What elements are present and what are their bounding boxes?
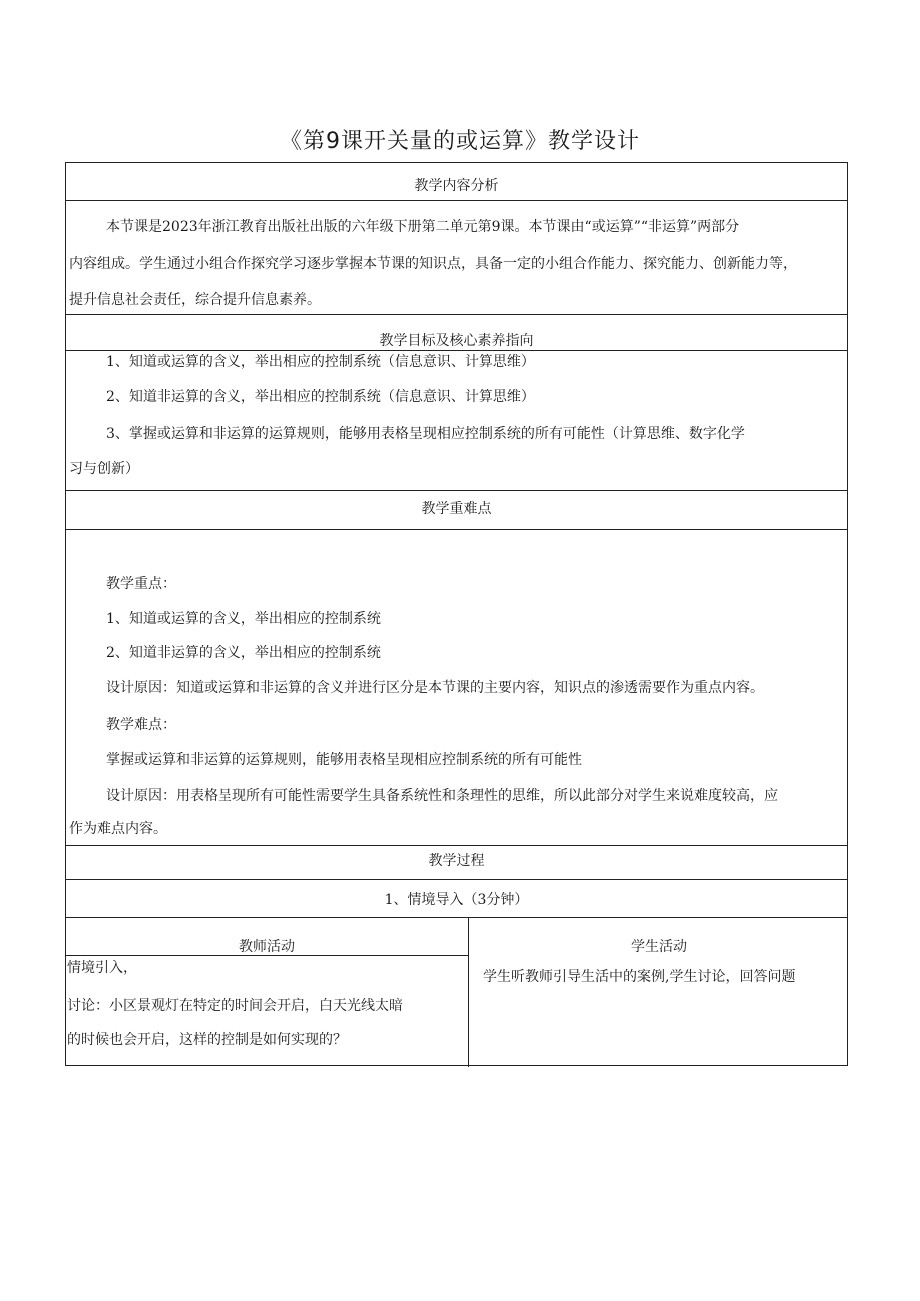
objective-item: 习与创新） bbox=[69, 461, 139, 477]
row-divider bbox=[66, 955, 468, 956]
row-divider bbox=[66, 200, 847, 201]
teacher-activity-line: 情境引入， bbox=[67, 960, 137, 976]
student-activity-line: 学生听教师引导生活中的案例,学生讨论，回答问题 bbox=[483, 969, 796, 985]
row-divider bbox=[66, 917, 847, 918]
key-points-line: 设计原因：用表格呈现所有可能性需要学生具备系统性和条理性的思维，所以此部分对学生来说难度较高，应 bbox=[106, 788, 778, 804]
process-heading: 教学过程 bbox=[428, 853, 485, 869]
key-points-line: 掌握或运算和非运算的运算规则，能够用表格呈现相应控制系统的所有可能性 bbox=[106, 752, 582, 768]
content-analysis-line: 内容组成。学生通过小组合作探究学习逐步掌握本节课的知识点，具备一定的小组合作能力、探究能力、创新能力等， bbox=[69, 256, 797, 272]
teacher-activity-line: 讨论：小区景观灯在特定的时间会开启，白天光线太暗 bbox=[67, 998, 403, 1014]
row-divider bbox=[66, 879, 847, 880]
content-analysis-heading: 教学内容分析 bbox=[414, 178, 499, 194]
row-divider bbox=[66, 845, 847, 846]
key-points-heading: 教学重难点 bbox=[421, 501, 492, 517]
key-points-line: 1、知道或运算的含义，举出相应的控制系统 bbox=[106, 611, 381, 627]
student-activity-header: 学生活动 bbox=[631, 939, 687, 955]
document-title: 《第9课开关量的或运算》教学设计 bbox=[280, 129, 640, 154]
objective-item: 3、掌握或运算和非运算的运算规则，能够用表格呈现相应控制系统的所有可能性（计算思维、数字化学 bbox=[106, 426, 745, 442]
key-points-line: 作为难点内容。 bbox=[69, 821, 167, 837]
content-analysis-line: 本节课是2023年浙江教育出版社出版的六年级下册第二单元第9课。本节课由“或运算”“非运算”两部分 bbox=[106, 219, 740, 235]
key-points-line: 设计原因：知道或运算和非运算的含义并进行区分是本节课的主要内容，知识点的渗透需要作为重点内容。 bbox=[106, 680, 764, 696]
key-points-line: 教学难点： bbox=[106, 717, 176, 733]
objectives-heading: 教学目标及核心素养指向 bbox=[379, 333, 534, 349]
stage-heading: 1、情境导入（3分钟） bbox=[384, 892, 529, 908]
row-divider bbox=[66, 529, 847, 530]
content-analysis-line: 提升信息社会责任，综合提升信息素养。 bbox=[69, 292, 321, 308]
key-points-line: 教学重点： bbox=[106, 576, 176, 592]
row-divider bbox=[66, 314, 847, 315]
objective-item: 1、知道或运算的含义，举出相应的控制系统（信息意识、计算思维） bbox=[106, 354, 535, 370]
row-divider bbox=[66, 490, 847, 491]
teacher-activity-line: 的时候也会开启，这样的控制是如何实现的？ bbox=[67, 1032, 347, 1048]
row-divider bbox=[66, 350, 847, 351]
lesson-plan-table bbox=[65, 162, 848, 1066]
key-points-line: 2、知道非运算的含义，举出相应的控制系统 bbox=[106, 645, 381, 661]
teacher-activity-header: 教师活动 bbox=[239, 939, 295, 955]
objective-item: 2、知道非运算的含义，举出相应的控制系统（信息意识、计算思维） bbox=[106, 389, 535, 405]
